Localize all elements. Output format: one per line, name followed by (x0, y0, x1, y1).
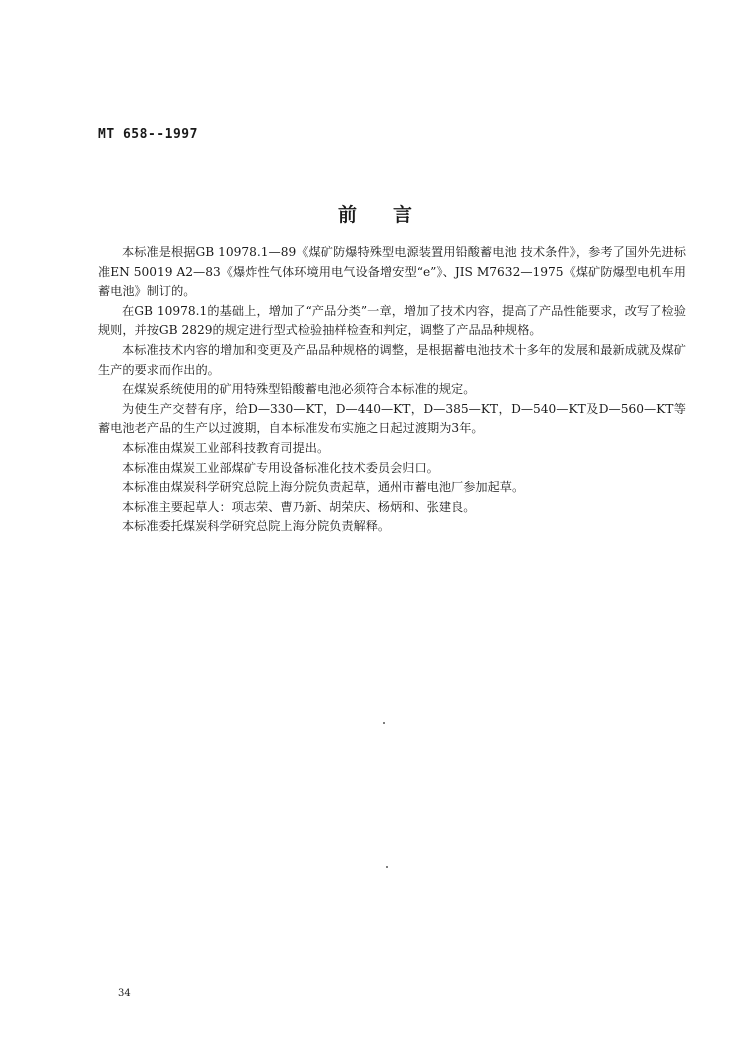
page-number: 34 (118, 988, 131, 999)
scan-speck (383, 722, 385, 724)
foreword-body (98, 243, 686, 537)
paragraph: 在煤炭系统使用的矿用特殊型铅酸蓄电池必须符合本标准的规定。 (122, 382, 476, 397)
scan-speck (386, 866, 388, 868)
paragraph: 为使生产交替有序，给D—330—KT，D—440—KT，D—385—KT，D—540—KT及D—560—KT等蓄电池老产品的生产以过渡期，自本标准发布实施之日起过渡期为3年。 (98, 401, 686, 436)
paragraph: 本标准是根据GB 10978.1—89《煤矿防爆特殊型电源装置用铅酸蓄电池 技术条件》，参考了国外先进标准EN 50019 A2—83《爆炸性气体环境用电气设备增安型“e”》、JIS M7632—1975《煤矿防爆型电机车用蓄电池》制订的。 (98, 245, 686, 299)
paragraph: 本标准技术内容的增加和变更及产品品种规格的调整，是根据蓄电池技术十多年的发展和最新成就及煤矿生产的要求而作出的。 (98, 342, 686, 377)
paragraph: 在GB 10978.1的基础上，增加了“产品分类”一章，增加了技术内容，提高了产品性能要求，改写了检验规则，并按GB 2829的规定进行型式检验抽样检查和判定，调整了产品品种规格。 (98, 303, 686, 338)
paragraph: 本标准由煤炭工业部科技教育司提出。 (122, 440, 330, 455)
paragraph: 本标准主要起草人：项志荣、曹乃新、胡荣庆、杨炳和、张建良。 (122, 499, 476, 514)
page-title: 前言 (337, 204, 448, 226)
paragraph: 本标准由煤炭工业部煤矿专用设备标准化技术委员会归口。 (122, 460, 439, 475)
paragraph: 本标准由煤炭科学研究总院上海分院负责起草，通州市蓄电池厂参加起草。 (122, 480, 525, 495)
standard-code: MT 658--1997 (98, 127, 198, 142)
paragraph: 本标准委托煤炭科学研究总院上海分院负责解释。 (122, 519, 391, 534)
